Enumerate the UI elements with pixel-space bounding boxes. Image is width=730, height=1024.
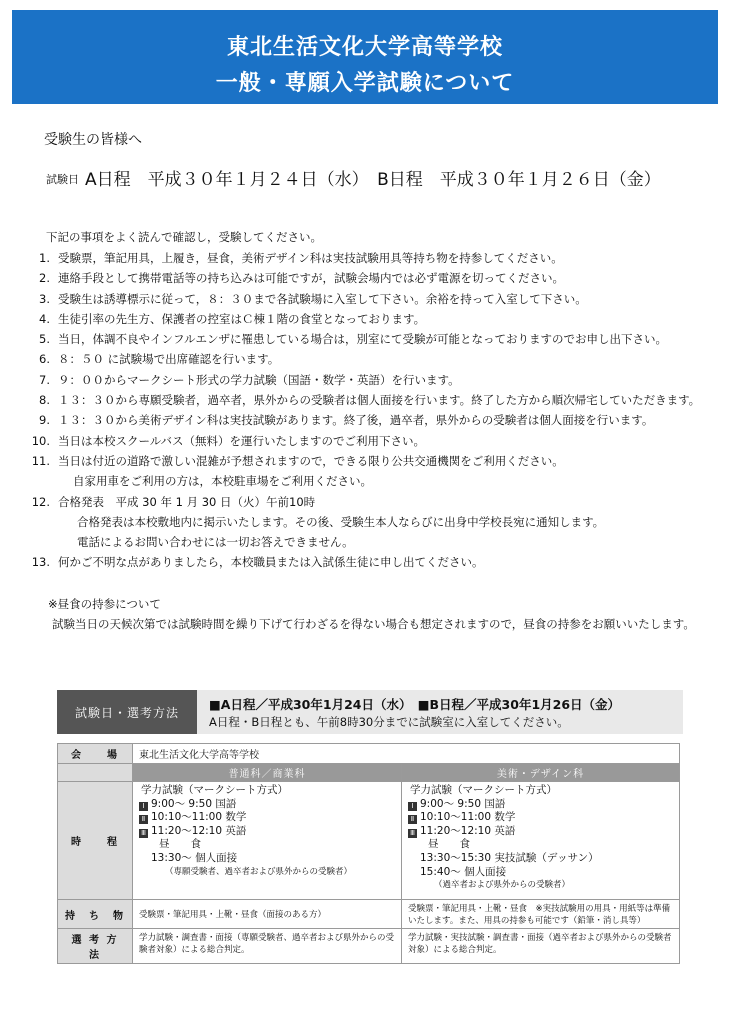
- exam-dates: ■A日程／平成30年1月24日（水） ■B日程／平成30年1月26日（金）: [209, 697, 621, 712]
- schedule-art: 学力試験（マークシート方式） Ⅰ 9:00〜 9:50 国語 Ⅱ 10:10〜11:00 数学 Ⅲ 11:20〜12:10 英語 昼 食 13:30〜15:30 実技試験（デッサン） 15:40〜 個人面接 （過卒者および県外からの受験者）: [402, 782, 680, 900]
- list-item: 7. ９：００からマークシート形式の学力試験（国語・数学・英語）を行います。: [39, 372, 460, 387]
- exam-info-table: [57, 743, 680, 964]
- school-name: 東北生活文化大学高等学校: [226, 35, 503, 60]
- selection-art: 学力試験・実技試験・調査書・面接（過卒者および県外からの受験者対象）による総合判定。: [402, 929, 680, 964]
- list-item: Ⅱ 10:10〜11:00 数学: [408, 811, 673, 825]
- title-banner: [12, 10, 718, 104]
- list-item: 12. 合格発表 平成 30 年 1 月 30 日（火）午前10時: [31, 494, 316, 509]
- list-item: 4. 生徒引率の先生方、保護者の控室はＣ棟１階の食堂となっております。: [39, 311, 426, 326]
- schedule-text: A日程 平成３０年１月２４日（水） B日程 平成３０年１月２６日（金）: [85, 170, 661, 190]
- list-item: 10. 当日は本校スクールバス（無料）を運行いたしますのでご利用下さい。: [31, 433, 425, 448]
- blank-header-cell: [58, 764, 133, 782]
- exam-schedule: [46, 165, 661, 190]
- course-general-commercial: 普通科／商業科: [133, 764, 402, 782]
- list-item-continuation: 合格発表は本校敷地内に掲示いたします。その後、受験生本人ならびに出身中学校長宛に通知します。: [77, 514, 605, 529]
- list-item-continuation: 自家用車をご利用の方は，本校駐車場をご利用ください。: [73, 474, 372, 489]
- venue-value: 東北生活文化大学高等学校: [133, 744, 680, 764]
- list-item: Ⅰ 9:00〜 9:50 国語: [408, 798, 673, 812]
- exam-info-header: [57, 690, 683, 734]
- schedule-general: 学力試験（マークシート方式） Ⅰ 9:00〜 9:50 国語 Ⅱ 10:10〜11:00 数学 Ⅲ 11:20〜12:10 英語 昼 食 13:30〜 個人面接 （専願受験者、過卒者および県外からの受験者）: [133, 782, 402, 900]
- entry-time-note: A日程・B日程とも、午前8時30分までに試験室に入室してください。: [209, 715, 569, 729]
- list-item: 1. 受験票，筆記用具，上履き，昼食，美術デザイン科は実技試験用具等持ち物を持参してください。: [39, 251, 563, 265]
- venue-label: 会 場: [58, 744, 133, 764]
- lunch-note-body: 試験当日の天候次第では試験時間を繰り下げて行わざるを得ない場合も想定されますので，昼食の持参をお願いいたします。: [52, 617, 695, 631]
- list-item: Ⅱ 10:10〜11:00 数学: [139, 811, 395, 825]
- list-item: 5. 当日，体調不良やインフルエンザに罹患している場合は，別室にて受験が可能となっておりますのでお申し出下さい。: [39, 332, 668, 347]
- table-row: [58, 744, 680, 764]
- list-item: 8. １３：３０から専願受験者，過卒者，県外からの受験者は個人面接を行います。終了した方から順次帰宅していただきます。: [39, 393, 701, 408]
- list-item: 11. 当日は付近の道路で激しい混雑が予想されますので，できる限り公共交通機関をご利用ください。: [31, 453, 564, 468]
- schedule-label: 試験日: [46, 173, 79, 186]
- belongings-general: 受験票・筆記用具・上靴・昼食（面接のある方）: [133, 900, 402, 929]
- table-row: [58, 900, 680, 929]
- exam-info-label: 試験日・選考方法: [57, 690, 197, 734]
- lunch-note-heading: ※昼食の持参について: [48, 597, 161, 611]
- list-item: Ⅰ 9:00〜 9:50 国語: [139, 798, 395, 812]
- list-item: 2. 連絡手段として携帯電話等の持ち込みは可能ですが，試験会場内では必ず電源を切ってください。: [39, 271, 564, 286]
- list-item: Ⅲ 11:20〜12:10 英語: [408, 825, 673, 839]
- selection-general: 学力試験・調査書・面接（専願受験者、過卒者および県外からの受験者対象）による総合判定。: [133, 929, 402, 964]
- list-item: 6. ８：５０ に試験場で出席確認を行います。: [39, 352, 280, 367]
- schedule-label: 時 程: [58, 782, 133, 900]
- intro-text: 下記の事項をよく読んで確認し，受験してください。: [46, 230, 322, 244]
- table-row: [58, 764, 680, 782]
- table-row: [58, 782, 680, 900]
- list-item: Ⅲ 11:20〜12:10 英語: [139, 825, 395, 839]
- list-item: 3. 受験生は誘導標示に従って，８：３０まで各試験場に入室して下さい。余裕を持って入室して下さい。: [39, 291, 587, 306]
- belongings-label: 持 ち 物: [58, 900, 133, 929]
- greeting: 受験生の皆様へ: [44, 132, 142, 148]
- course-art-design: 美術・デザイン科: [402, 764, 680, 782]
- selection-label: 選 考 方 法: [58, 929, 133, 964]
- list-item: 9. １３：３０から美術デザイン科は実技試験があります。終了後，過卒者，県外からの受験者は個人面接を行います。: [39, 413, 654, 428]
- instructions-list: [20, 248, 720, 573]
- belongings-art: 受験票・筆記用具・上靴・昼食 ※実技試験用の用具・用紙等は準備いたします。また、用具の持参も可能です（鉛筆・消し具等）: [402, 900, 680, 929]
- list-item: 13. 何かご不明な点がありましたら，本校職員または入試係生徒に申し出てください。: [31, 555, 484, 570]
- table-row: [58, 929, 680, 964]
- page-title: 一般・専願入学試験について: [215, 71, 515, 96]
- list-item-continuation: 電話によるお問い合わせには一切お答えできません。: [77, 535, 354, 550]
